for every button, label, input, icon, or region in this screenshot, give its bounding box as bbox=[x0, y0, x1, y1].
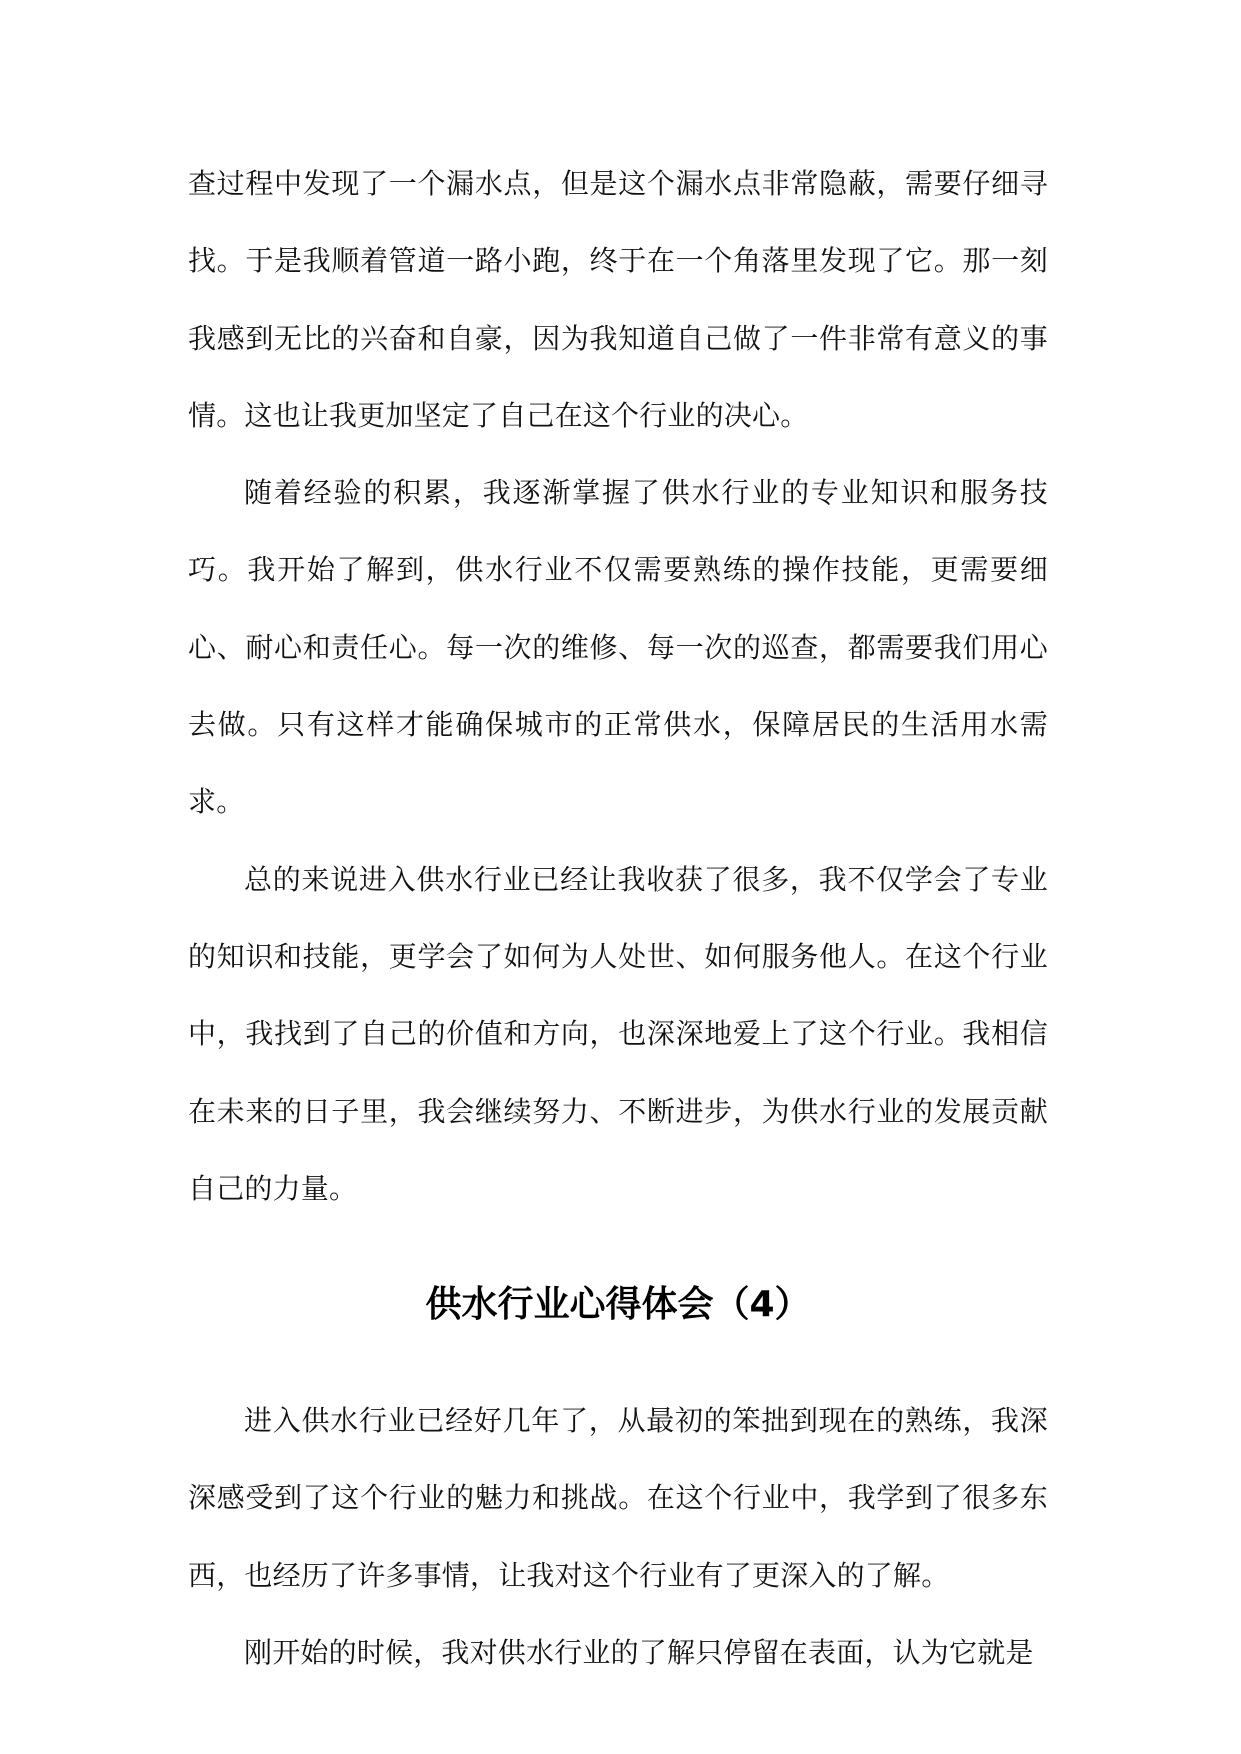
paragraph-experience: 随着经验的积累，我逐渐掌握了供水行业的专业知识和服务技巧。我开始了解到，供水行业不仅需要熟练的操作技能，更需要细心、耐心和责任心。每一次的维修、每一次的巡查，都需要我们用心去做。只有这样才能确保城市的正常供水，保障居民的生活用水需求。 bbox=[188, 476, 1048, 819]
paragraph-continued: 查过程中发现了一个漏水点，但是这个漏水点非常隐蔽，需要仔细寻找。于是我顺着管道一路小跑，终于在一个角落里发现了它。那一刻我感到无比的兴奋和自豪，因为我知道自己做了一件非常有意义的事情。这也让我更加坚定了自己在这个行业的决心。 bbox=[188, 167, 1048, 432]
document-body bbox=[188, 145, 1048, 1691]
section-heading: 供水行业心得体会（4） bbox=[425, 1284, 811, 1326]
paragraph-summary: 总的来说进入供水行业已经让我收获了很多，我不仅学会了专业的知识和技能，更学会了如何为人处世、如何服务他人。在这个行业中，我找到了自己的价值和方向，也深深地爱上了这个行业。我相信在未来的日子里，我会继续努力、不断进步，为供水行业的发展贡献自己的力量。 bbox=[188, 862, 1048, 1205]
paragraph-beginning: 刚开始的时候，我对供水行业的了解只停留在表面，认为它就是 bbox=[244, 1636, 1034, 1670]
paragraph-intro: 进入供水行业已经好几年了，从最初的笨拙到现在的熟练，我深深感受到了这个行业的魅力和挑战。在这个行业中，我学到了很多东西，也经历了许多事情，让我对这个行业有了更深入的了解。 bbox=[188, 1404, 1048, 1592]
